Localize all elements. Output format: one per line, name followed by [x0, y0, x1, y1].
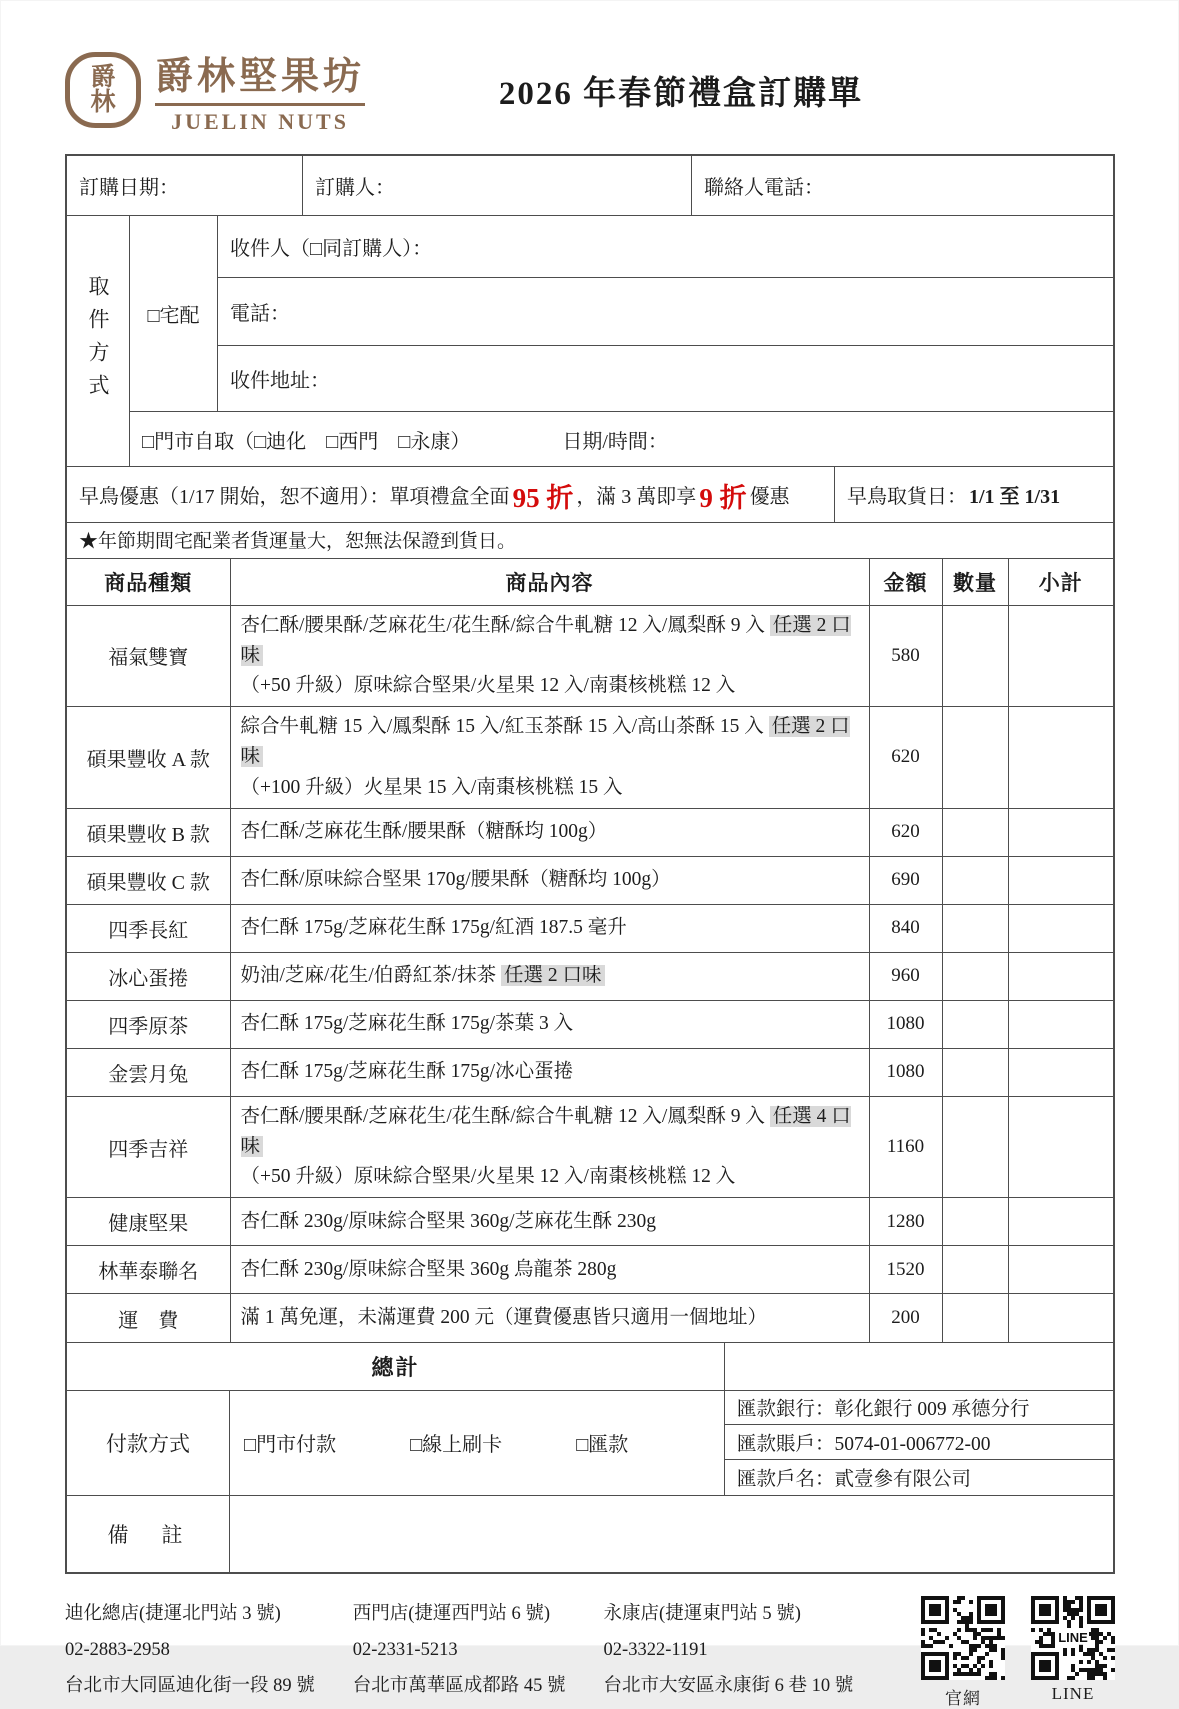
store-pickup-row	[130, 412, 1113, 466]
product-name: 金雲月兔	[67, 1048, 230, 1096]
product-price: 620	[869, 808, 942, 856]
product-price: 690	[869, 856, 942, 904]
brand-name-en: JUELIN NUTS	[171, 109, 349, 134]
total-row	[67, 1343, 1113, 1391]
product-description: 杏仁酥 175g/芝麻花生酥 175g/紅酒 187.5 毫升	[230, 904, 869, 952]
subtotal-cell[interactable]	[1008, 1096, 1113, 1198]
product-name: 運 費	[67, 1294, 230, 1342]
qr-label: LINE	[1051, 1683, 1095, 1703]
store-info	[65, 1596, 315, 1704]
store-address: 台北市大同區迪化街一段 89 號	[65, 1676, 315, 1697]
product-price: 200	[869, 1294, 942, 1342]
product-name: 碩果豐收 A 款	[67, 707, 230, 809]
col-header-quantity: 數量	[942, 559, 1008, 605]
brand-seal-icon	[65, 52, 141, 128]
pickup-datetime-field[interactable]: 日期/時間：	[562, 430, 668, 453]
subtotal-cell[interactable]	[1008, 904, 1113, 952]
pickup-method-section	[67, 216, 1113, 467]
pickup-date-label: 早鳥取貨日：	[847, 486, 967, 508]
remarks-label: 備 註	[67, 1496, 230, 1572]
product-row	[67, 856, 1113, 904]
early-bird-promo	[67, 467, 835, 522]
product-name: 四季長紅	[67, 904, 230, 952]
product-name: 四季原茶	[67, 1000, 230, 1048]
product-price: 620	[869, 707, 942, 809]
promo-text: 早鳥優惠（1/17 開始，恕不適用）：單項禮盒全面	[79, 486, 510, 508]
product-description: 杏仁酥/腰果酥/芝麻花生/花生酥/綜合牛軋糖 12 入/鳳梨酥 9 入 任選 4 口味 （+50 升級）原味綜合堅果/火星果 12 入/南棗核桃糕 12 入	[230, 1096, 869, 1198]
early-bird-pickup-date	[835, 467, 1113, 522]
flavor-choice-highlight: 任選 2 口味	[501, 965, 605, 986]
quantity-cell[interactable]	[942, 605, 1008, 707]
product-description: 奶油/芝麻/花生/伯爵紅茶/抹茶 任選 2 口味	[230, 952, 869, 1000]
quantity-cell[interactable]	[942, 1198, 1008, 1246]
product-description: 杏仁酥 175g/芝麻花生酥 175g/茶葉 3 入	[230, 1000, 869, 1048]
total-value-field[interactable]	[725, 1343, 1113, 1390]
product-name: 冰心蛋捲	[67, 952, 230, 1000]
product-description: 杏仁酥/芝麻花生酥/腰果酥（糖酥均 100g）	[230, 808, 869, 856]
order-form	[65, 154, 1115, 1574]
product-table-block	[67, 559, 1113, 1343]
store-name: 永康店(捷運東門站 5 號)	[603, 1603, 801, 1624]
product-row	[67, 904, 1113, 952]
product-row	[67, 1246, 1113, 1294]
order-info-row	[67, 156, 1113, 216]
product-table-header	[67, 559, 1113, 605]
orderer-field[interactable]: 訂購人：	[303, 156, 692, 215]
promo-text: 優惠	[749, 486, 790, 508]
product-name: 碩果豐收 C 款	[67, 856, 230, 904]
store-info	[353, 1596, 566, 1704]
qr-box	[921, 1596, 1005, 1709]
discount-95: 95 折	[512, 483, 574, 513]
qr-box	[1031, 1596, 1115, 1709]
col-header-subtotal: 小計	[1008, 559, 1113, 605]
subtotal-cell[interactable]	[1008, 1198, 1113, 1246]
product-price: 960	[869, 952, 942, 1000]
payment-options	[230, 1391, 725, 1495]
payment-option-checkbox[interactable]: □門市付款	[244, 1434, 337, 1457]
product-row	[67, 1048, 1113, 1096]
col-header-category: 商品種類	[67, 559, 230, 605]
quantity-cell[interactable]	[942, 808, 1008, 856]
subtotal-cell[interactable]	[1008, 1048, 1113, 1096]
qr-label: 官網	[945, 1688, 981, 1708]
product-name: 四季吉祥	[67, 1096, 230, 1198]
quantity-cell[interactable]	[942, 707, 1008, 809]
product-description: 杏仁酥 175g/芝麻花生酥 175g/冰心蛋捲	[230, 1048, 869, 1096]
store-list	[65, 1596, 913, 1704]
product-row	[67, 1000, 1113, 1048]
remarks-field[interactable]	[230, 1496, 1113, 1572]
payment-option-checkbox[interactable]: □線上刷卡	[410, 1434, 503, 1457]
quantity-cell[interactable]	[942, 1246, 1008, 1294]
payment-label: 付款方式	[67, 1391, 230, 1495]
product-price: 1520	[869, 1246, 942, 1294]
subtotal-cell[interactable]	[1008, 952, 1113, 1000]
product-description: 杏仁酥/腰果酥/芝麻花生/花生酥/綜合牛軋糖 12 入/鳳梨酥 9 入 任選 2 口味 （+50 升級）原味綜合堅果/火星果 12 入/南棗核桃糕 12 入	[230, 605, 869, 707]
product-price: 1080	[869, 1048, 942, 1096]
total-label: 總計	[67, 1343, 725, 1390]
store-phone: 02-2883-2958	[65, 1640, 170, 1661]
store-pickup-checkboxes[interactable]: □門市自取（□迪化 □西門 □永康）	[142, 430, 471, 453]
delivery-disclaimer: ★年節期間宅配業者貨運量大，恕無法保證到貨日。	[67, 523, 1113, 559]
col-header-content: 商品內容	[230, 559, 869, 605]
header	[65, 34, 1115, 146]
quantity-cell[interactable]	[942, 952, 1008, 1000]
product-row	[67, 605, 1113, 707]
product-price: 580	[869, 605, 942, 707]
quantity-cell[interactable]	[942, 1096, 1008, 1198]
store-phone: 02-3322-1191	[603, 1640, 708, 1661]
pickup-section-label: 取件方式	[67, 216, 130, 466]
subtotal-cell[interactable]	[1008, 605, 1113, 707]
product-table-body	[67, 605, 1113, 1342]
product-price: 1080	[869, 1000, 942, 1048]
product-description: 杏仁酥 230g/原味綜合堅果 360g/芝麻花生酥 230g	[230, 1198, 869, 1246]
quantity-cell[interactable]	[942, 1000, 1008, 1048]
website-qr-code	[921, 1596, 1005, 1680]
bank-info-row: 匯款銀行：彰化銀行 009 承德分行	[725, 1391, 1113, 1425]
subtotal-cell[interactable]	[1008, 1000, 1113, 1048]
product-name: 林華泰聯名	[67, 1246, 230, 1294]
product-row	[67, 707, 1113, 809]
quantity-cell[interactable]	[942, 856, 1008, 904]
early-bird-row	[67, 467, 1113, 523]
product-row	[67, 952, 1113, 1000]
recipient-field[interactable]: 收件人（□同訂購人）：	[218, 216, 1113, 278]
product-name: 福氣雙寶	[67, 605, 230, 707]
product-description: 綜合牛軋糖 15 入/鳳梨酥 15 入/紅玉茶酥 15 入/高山茶酥 15 入 任選 2 口味 （+100 升級）火星果 15 入/南棗核桃糕 15 入	[230, 707, 869, 809]
quantity-cell[interactable]	[942, 904, 1008, 952]
brand-names	[155, 45, 365, 135]
brand-logo	[65, 45, 395, 135]
qr-zone	[921, 1596, 1115, 1709]
pickup-date-range: 1/1 至 1/31	[969, 486, 1061, 508]
payment-option-checkbox[interactable]: □匯款	[576, 1434, 629, 1457]
product-row	[67, 1096, 1113, 1198]
contact-phone-field[interactable]: 聯絡人電話：	[704, 177, 824, 199]
quantity-cell[interactable]	[942, 1048, 1008, 1096]
store-address: 台北市萬華區成都路 45 號	[352, 1676, 566, 1697]
product-name: 碩果豐收 B 款	[67, 808, 230, 856]
footer	[65, 1596, 1115, 1709]
flavor-choice-highlight: 任選 4 口味	[240, 1105, 851, 1158]
quantity-cell[interactable]	[942, 1294, 1008, 1342]
product-price: 1280	[869, 1198, 942, 1246]
order-date-field[interactable]: 訂購日期：	[67, 156, 303, 215]
delivery-checkbox[interactable]: □宅配	[130, 216, 218, 412]
recipient-phone-field[interactable]: 電話：	[218, 278, 1113, 346]
seal-char-top: 爵	[90, 63, 116, 91]
product-row	[67, 1294, 1113, 1342]
store-name: 西門店(捷運西門站 6 號)	[352, 1603, 551, 1624]
product-name: 健康堅果	[67, 1198, 230, 1246]
svg-text:LINE: LINE	[1058, 1629, 1088, 1645]
line-qr-code	[1031, 1596, 1115, 1680]
product-price: 840	[869, 904, 942, 952]
remarks-section	[67, 1496, 1113, 1572]
store-info	[604, 1596, 854, 1704]
flavor-choice-highlight: 任選 2 口味	[240, 614, 851, 666]
seal-char-bottom: 林	[90, 89, 116, 116]
product-row	[67, 1198, 1113, 1246]
page-title: 2026 年春節禮盒訂購單	[498, 75, 864, 112]
store-phone: 02-2331-5213	[352, 1640, 458, 1661]
product-price: 1160	[869, 1096, 942, 1198]
subtotal-cell[interactable]	[1008, 856, 1113, 904]
recipient-address-field[interactable]: 收件地址：	[218, 346, 1113, 412]
subtotal-cell[interactable]	[1008, 1294, 1113, 1342]
payment-section	[67, 1391, 1113, 1496]
product-row	[67, 808, 1113, 856]
product-description: 杏仁酥 230g/原味綜合堅果 360g 烏龍茶 280g	[230, 1246, 869, 1294]
subtotal-cell[interactable]	[1008, 808, 1113, 856]
product-description: 滿 1 萬免運，未滿運費 200 元（運費優惠皆只適用一個地址）	[230, 1294, 869, 1342]
brand-name-zh: 爵林堅果坊	[155, 45, 365, 106]
product-table	[67, 559, 1113, 1342]
store-address: 台北市大安區永康街 6 巷 10 號	[603, 1676, 854, 1697]
col-header-price: 金額	[869, 559, 942, 605]
store-name: 迪化總店(捷運北門站 3 號)	[65, 1603, 281, 1624]
subtotal-cell[interactable]	[1008, 1246, 1113, 1294]
bank-info	[725, 1391, 1113, 1495]
subtotal-cell[interactable]	[1008, 707, 1113, 809]
promo-text: ，滿 3 萬即享	[576, 486, 697, 508]
product-description: 杏仁酥/原味綜合堅果 170g/腰果酥（糖酥均 100g）	[230, 856, 869, 904]
bank-info-row: 匯款戶名：貳壹參有限公司	[737, 1469, 972, 1491]
flavor-choice-highlight: 任選 2 口味	[240, 716, 850, 768]
discount-9: 9 折	[699, 483, 747, 513]
bank-info-row: 匯款賬戶：5074-01-006772-00	[725, 1425, 1113, 1460]
